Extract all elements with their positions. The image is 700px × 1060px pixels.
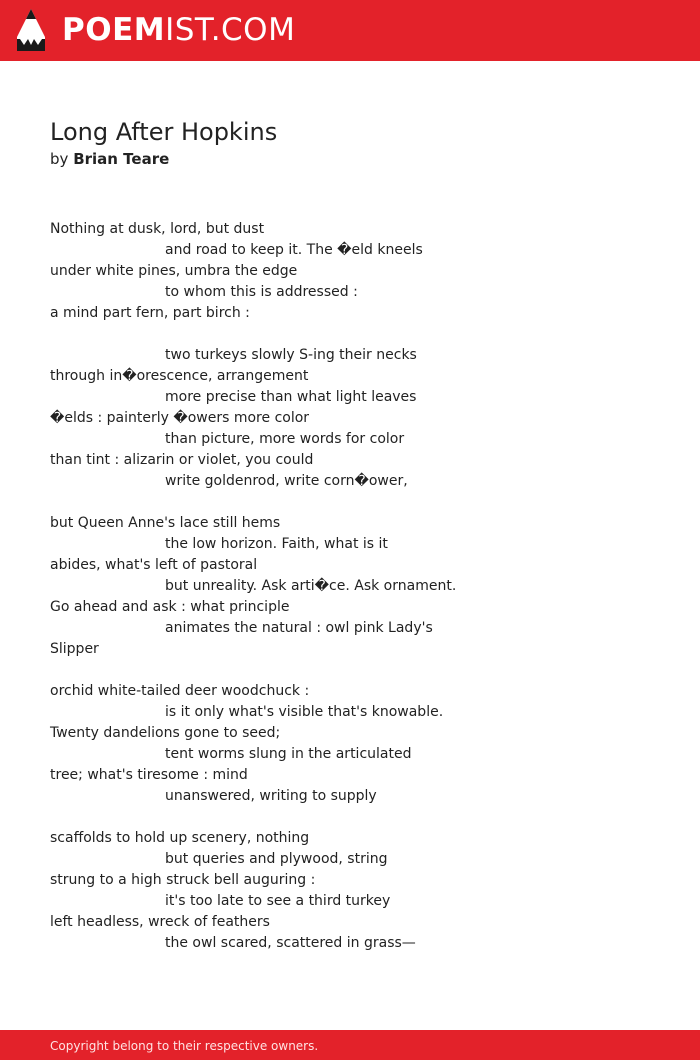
poem-line: animates the natural : owl pink Lady's bbox=[165, 620, 433, 636]
poem-line: than tint : alizarin or violet, you could bbox=[50, 452, 314, 468]
poem-line: tree; what's tiresome : mind bbox=[50, 767, 248, 783]
poem-line: and road to keep it. The �eld kneels bbox=[165, 242, 423, 258]
poem-line: the low horizon. Faith, what is it bbox=[165, 536, 388, 552]
poem-line: but Queen Anne's lace still hems bbox=[50, 515, 281, 531]
poem-line: Slipper bbox=[50, 641, 99, 657]
poem-line: scaffolds to hold up scenery, nothing bbox=[50, 830, 310, 846]
poem-line: the owl scared, scattered in grass— bbox=[165, 935, 416, 951]
poem-line: but queries and plywood, string bbox=[165, 851, 388, 867]
stanza-break bbox=[50, 492, 650, 513]
site-header bbox=[0, 0, 700, 61]
poem-line: more precise than what light leaves bbox=[165, 389, 417, 405]
author-name[interactable]: Brian Teare bbox=[73, 150, 170, 168]
poem-line: than picture, more words for color bbox=[165, 431, 405, 447]
poem-line: is it only what's visible that's knowable. bbox=[165, 704, 444, 720]
byline-prefix: by bbox=[50, 150, 69, 168]
poem-line: through in�orescence, arrangement bbox=[50, 368, 309, 384]
poem-line: strung to a high struck bell auguring : bbox=[50, 872, 316, 888]
poem-line: Nothing at dusk, lord, but dust bbox=[50, 221, 265, 237]
byline bbox=[50, 148, 169, 170]
pencil-icon[interactable] bbox=[17, 9, 45, 51]
poem-line: abides, what's left of pastoral bbox=[50, 557, 258, 573]
copyright-text: Copyright belong to their respective owners. bbox=[50, 1039, 319, 1053]
poem-line: under white pines, umbra the edge bbox=[50, 263, 298, 279]
logo-light-text: IST.COM bbox=[165, 12, 296, 48]
poem-line: write goldenrod, write corn�ower, bbox=[165, 473, 408, 489]
stanza-break bbox=[50, 807, 650, 828]
stanza-break bbox=[50, 324, 650, 345]
site-logo[interactable] bbox=[62, 11, 295, 49]
poem-line: left headless, wreck of feathers bbox=[50, 914, 270, 930]
poem-line: two turkeys slowly S-ing their necks bbox=[165, 347, 417, 363]
poem-line: it's too late to see a third turkey bbox=[165, 893, 391, 909]
poem-line: a mind part fern, part birch : bbox=[50, 305, 250, 321]
poem-line: but unreality. Ask arti�ce. Ask ornament. bbox=[165, 578, 457, 594]
stanza-break bbox=[50, 660, 650, 681]
poem-title: Long After Hopkins bbox=[50, 118, 278, 146]
site-footer bbox=[0, 1030, 700, 1060]
poem-line: to whom this is addressed : bbox=[165, 284, 358, 300]
poem-line: Go ahead and ask : what principle bbox=[50, 599, 290, 615]
poem-line: �elds : painterly �owers more color bbox=[50, 410, 310, 426]
poem-line: orchid white-tailed deer woodchuck : bbox=[50, 683, 310, 699]
poem-line: unanswered, writing to supply bbox=[165, 788, 377, 804]
poem-body bbox=[50, 219, 650, 954]
poem-line: Twenty dandelions gone to seed; bbox=[50, 725, 281, 741]
logo-bold-text: POEM bbox=[62, 12, 166, 48]
poem-line: tent worms slung in the articulated bbox=[165, 746, 412, 762]
